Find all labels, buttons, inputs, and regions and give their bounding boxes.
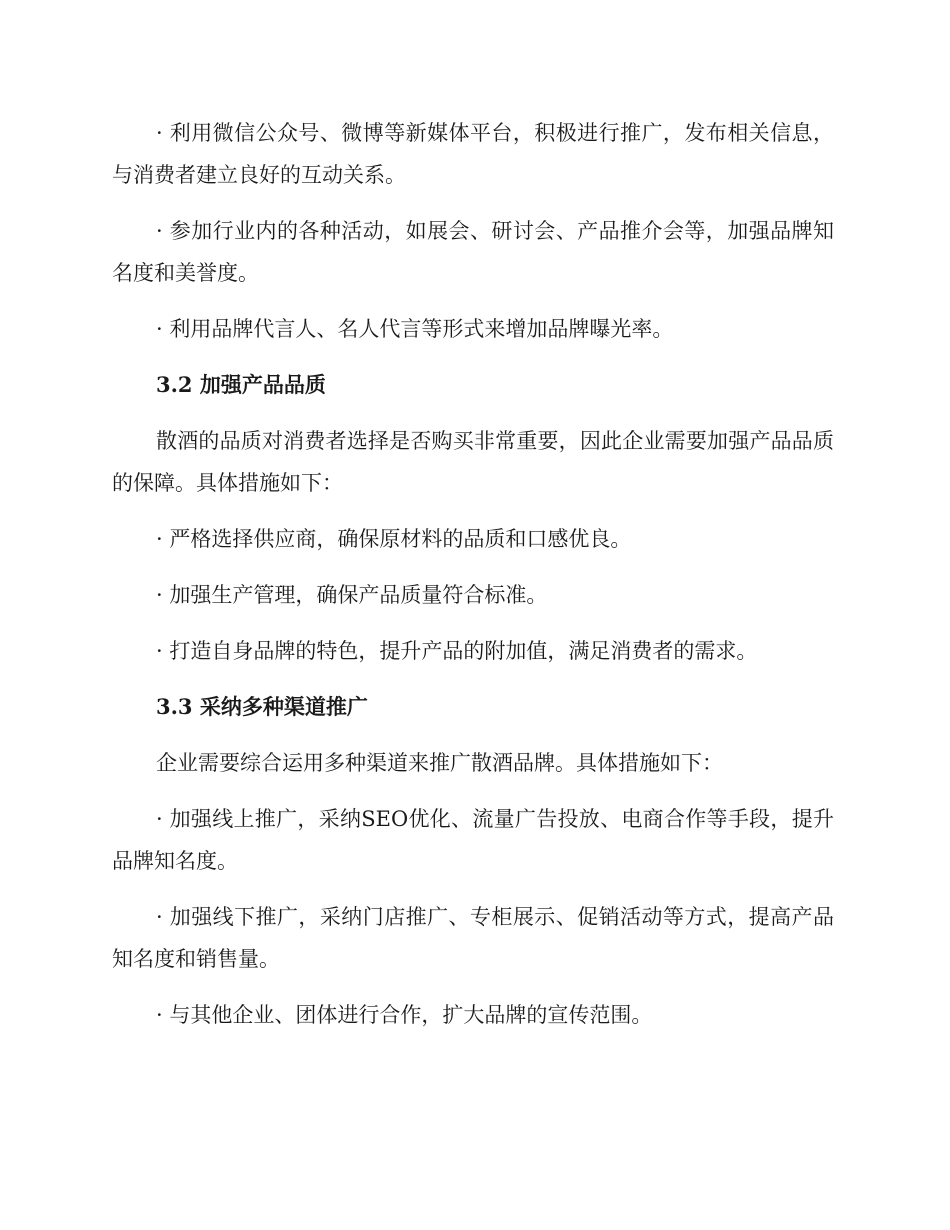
section-heading: 3.3 采纳多种渠道推广 <box>156 694 368 719</box>
bullet-paragraph: · 加强生产管理，确保产品质量符合标准。 <box>156 583 548 607</box>
body-paragraph: 散酒的品质对消费者选择是否购买非常重要，因此企业需要加强产品品质的保障。具体措施如下： <box>112 429 834 495</box>
body-paragraph: 企业需要综合运用多种渠道来推广散酒品牌。具体措施如下： <box>156 751 723 775</box>
bullet-paragraph: · 利用品牌代言人、名人代言等形式来增加品牌曝光率。 <box>156 317 674 341</box>
bullet-paragraph: · 与其他企业、团体进行合作，扩大品牌的宣传范围。 <box>156 1003 653 1027</box>
bullet-paragraph: · 加强线下推广，采纳门店推广、专柜展示、促销活动等方式，提高产品知名度和销售量。 <box>112 905 834 971</box>
bullet-paragraph: · 利用微信公众号、微博等新媒体平台，积极进行推广，发布相关信息，与消费者建立良好的互动关系。 <box>112 121 834 187</box>
bullet-paragraph: · 加强线上推广，采纳SEO优化、流量广告投放、电商合作等手段，提升品牌知名度。 <box>112 807 834 873</box>
bullet-paragraph: · 参加行业内的各种活动，如展会、研讨会、产品推介会等，加强品牌知名度和美誉度。 <box>112 219 834 285</box>
document-body <box>112 112 834 1050</box>
section-heading: 3.2 加强产品品质 <box>156 372 326 397</box>
bullet-paragraph: · 打造自身品牌的特色，提升产品的附加值，满足消费者的需求。 <box>156 639 758 663</box>
bullet-paragraph: · 严格选择供应商，确保原材料的品质和口感优良。 <box>156 527 632 551</box>
